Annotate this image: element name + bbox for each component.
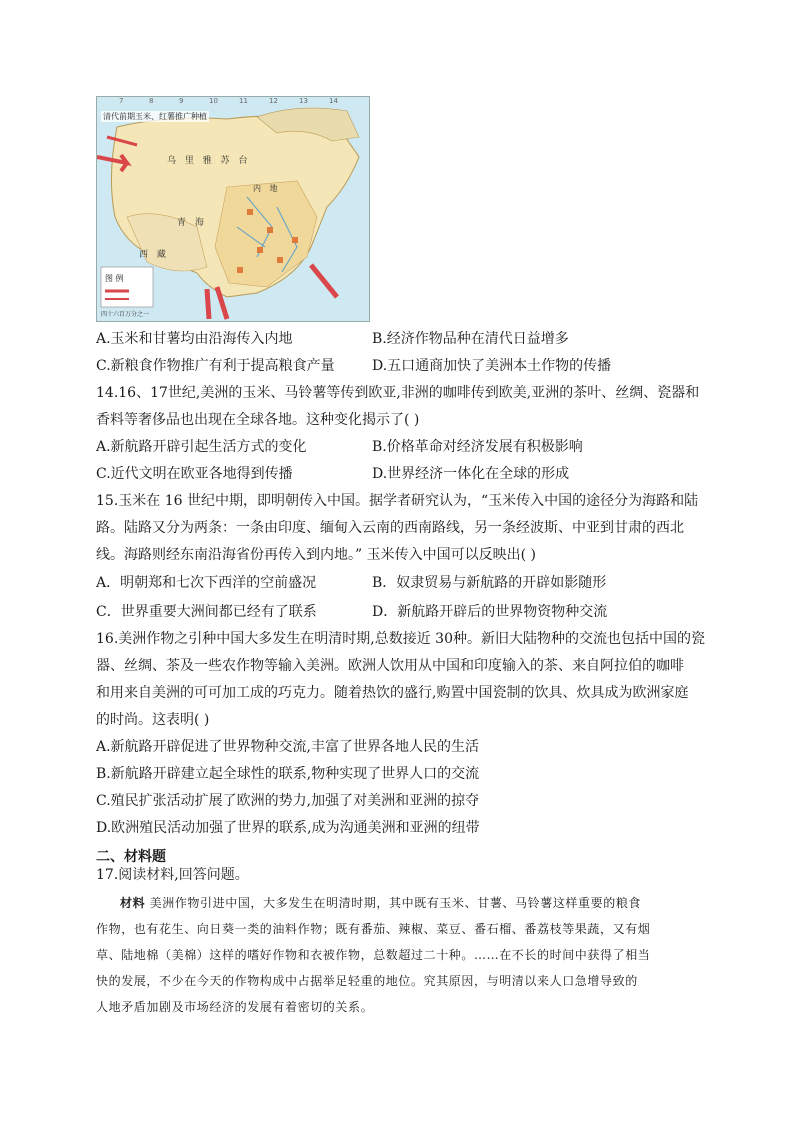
grid-number: 10 <box>209 97 218 105</box>
material-line: 草、陆地棉（美棉）这样的嗜好作物和衣被作物，总数超过二十种。……在不长的时间中获得了相当 <box>96 948 651 962</box>
section-title: 二、材料题 <box>96 849 166 865</box>
question-stem: 14.16、17世纪,美洲的玉米、马铃薯等传到欧亚,非洲的咖啡传到欧美,亚洲的茶叶、丝绸、瓷器和 <box>96 385 700 401</box>
grid-number: 9 <box>179 97 184 105</box>
option-d: D.世界经济一体化在全球的形成 <box>372 466 570 482</box>
question-stem: 香料等奢侈品也出现在全球各地。这种变化揭示了( ) <box>96 412 420 428</box>
option-a: A.新航路开辟引起生活方式的变化 <box>96 439 307 455</box>
material-line: 美洲作物引进中国，大多发生在明清时期，其中既有玉米、甘薯、马铃薯这样重要的粮食 <box>145 896 642 910</box>
option-d: D.五口通商加快了美洲本土作物的传播 <box>372 358 612 374</box>
grid-number: 11 <box>239 97 248 105</box>
question-stem: 17.阅读材料,回答问题。 <box>96 867 249 883</box>
option-c: C.近代文明在欧亚各地得到传播 <box>96 466 293 482</box>
question-stem: 线。海路则经东南沿海省份再传入到内地。” 玉米传入中国可以反映出( ) <box>96 547 536 563</box>
option-d: D.欧洲殖民活动加强了世界的联系,成为沟通美洲和亚洲的纽带 <box>96 820 480 836</box>
qing-crop-map <box>96 96 370 322</box>
map-region-label: 内 地 <box>253 184 281 193</box>
map-region-label: 西 藏 <box>139 250 169 260</box>
material-lead: 材料 <box>120 896 146 910</box>
map-region-label: 青 海 <box>177 218 207 228</box>
option-a: A.新航路开辟促进了世界物种交流,丰富了世界各地人民的生活 <box>96 739 480 755</box>
grid-number: 12 <box>269 97 278 105</box>
material-line: 作物，也有花生、向日葵一类的油料作物；既有番茄、辣椒、菜豆、番石榴、番荔枝等果蔬，又有烟 <box>96 922 651 936</box>
question-stem: 器、丝绸、茶及一些农作物等输入美洲。欧洲人饮用从中国和印度输入的茶、来自阿拉伯的咖啡 <box>96 658 684 674</box>
question-stem: 15.玉米在 16 世纪中期，即明朝传入中国。据学者研究认为，“玉米传入中国的途径分为海路和陆 <box>96 493 699 509</box>
option-b: B.新航路开辟建立起全球性的联系,物种实现了世界人口的交流 <box>96 766 480 782</box>
grid-number: 13 <box>299 97 308 105</box>
grid-number: 14 <box>329 97 338 105</box>
material-text <box>96 892 696 915</box>
material-line: 人地矛盾加剧及市场经济的发展有着密切的关系。 <box>96 1000 374 1014</box>
option-c: C.殖民扩张活动扩展了欧洲的势力,加强了对美洲和亚洲的掠夺 <box>96 793 480 809</box>
map-scale: 四十六百万分之一 <box>101 311 150 318</box>
question-stem: 路。陆路又分为两条：一条由印度、缅甸入云南的西南路线，另一条经波斯、中亚到甘肃的西北 <box>96 520 684 536</box>
option-b: B.价格革命对经济发展有积极影响 <box>372 439 583 455</box>
question-stem: 和用来自美洲的可可加工成的巧克力。随着热饮的盛行,购置中国瓷制的饮具、炊具成为欧洲家庭 <box>96 685 689 701</box>
option-a: A.玉米和甘薯均由沿海传入内地 <box>96 331 293 347</box>
grid-number: 7 <box>119 97 124 105</box>
question-stem: 16.美洲作物之引种中国大多发生在明清时期,总数接近 30种。新旧大陆物种的交流也包括中国的瓷 <box>96 631 705 647</box>
option-b: B.经济作物品种在清代日益增多 <box>372 331 569 347</box>
option-d: D．新航路开辟后的世界物资物种交流 <box>372 604 608 620</box>
map-region-label: 乌 里 雅 苏 台 <box>167 156 251 166</box>
question-stem: 的时尚。这表明( ) <box>96 712 210 728</box>
option-b: B．奴隶贸易与新航路的开辟如影随形 <box>372 575 607 591</box>
option-c: C．世界重要大洲间都已经有了联系 <box>96 604 317 620</box>
map-title: 清代前期玉米、红薯推广种植 <box>103 112 207 121</box>
map-graphic <box>97 97 369 321</box>
grid-number: 8 <box>149 97 154 105</box>
option-c: C.新粮食作物推广有利于提高粮食产量 <box>96 358 335 374</box>
material-line: 快的发展，不少在今天的作物构成中占据举足轻重的地位。究其原因，与明清以来人口急增导致的 <box>96 974 638 988</box>
option-a: A．明朝郑和七次下西洋的空前盛况 <box>96 575 317 591</box>
map-legend-title: 图 例 <box>105 274 124 283</box>
